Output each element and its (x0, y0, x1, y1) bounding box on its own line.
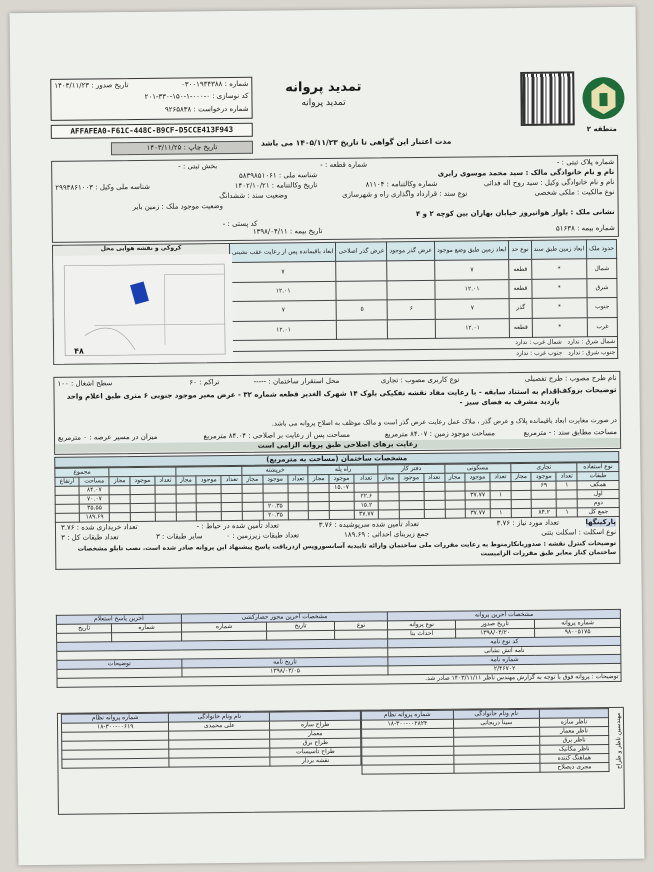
land-status: وضعیت موجود ملک : زمین بایر (132, 202, 224, 212)
issue-date: تاریخ صدور : ۱۴۰۳/۱۱/۲۳ (54, 81, 129, 90)
attorney-name: نام و نام خانوادگی وکیل : سید روح اله فدائی (483, 177, 615, 188)
hdr-remain: ابعاد باقیمانده پس از رعایت عقب نشینی (229, 242, 336, 263)
floor-row: دوم ۱۵.۲ ۲۰.۳۵ ۳۵.۵۵ (55, 498, 619, 513)
national-id: شناسه ملی : ۵۸۳۹۸۵۱۰۶۱ (238, 171, 318, 180)
hdr-road-current: عرض گذر موجود (387, 241, 435, 261)
issue-box (50, 77, 252, 121)
engineers-section: مهندسین ناظر و طراح نام ونام خانوادگی شماره پروانه نظام ناظر سازه سینا دریجانی ۱۸-۳۰۰-۰۰۲۸۲۴ ناظر معمار ناظر برق ناظر مکانیک هماهنگ کننده مجری ذیصلاح نام ونام خانوادگی شماره پروانه نظام طراح سازه علی محمدی ۱۸-۳۰۰-۰۰۶۱۹ معمار طراح برق طراح تاسیسات نقشه بردار (57, 707, 625, 815)
zone-label: منطقه ۲ (586, 124, 617, 134)
floor-row: اول ۱ ۳۷.۷۷ ۲۲.۶ ۷۰.۰۷ (55, 489, 619, 504)
owner-section (51, 155, 619, 243)
hdr-current-dim: ابعاد زمین طبق وضع موجود (434, 241, 509, 261)
notes-label: توضیحات بروکف : (553, 385, 617, 395)
plaque: شماره پلاک ثبتی : - (556, 157, 615, 167)
boundary-row: شمال * قطعه ۷ ۷ (53, 259, 617, 284)
boundary-row: شرق * قطعه ۱۲.۰۱ ۱۲.۰۱ (53, 278, 617, 303)
issue-number: شماره : ۰۳۰۰۱۹۳۴۳۸۸ (181, 79, 249, 89)
hdr-type: نوع حد (509, 240, 531, 260)
boundaries-section (52, 239, 618, 365)
attorney-national: شناسه ملی وکیل : ۲۹۹۳۸۶۱۰۰۳ (55, 182, 151, 192)
ownership-type: نوع مالکیت : ملکی شخصی (534, 187, 615, 197)
safety-row: ۲/۴۶۷۰۲ ۱۳۹۸/۰۳/۰۵ (57, 663, 621, 678)
hdr-limit: حدود ملک (587, 239, 617, 259)
title-main: تمدید پروانه (285, 79, 362, 96)
attorney-date: تاریخ وکالتنامه : ۱۴۰۲/۱۰/۲۱ (234, 181, 318, 190)
building-section: مشخصات ساختمان (مساحت به مترمربع) نوع استفاده تجاری مسکونی دفتر کار راه پله خرپشته مجموع طبقات تعداد موجود مجاز تعداد موجود مجاز تعداد موجود مجاز تعداد موجود مجاز تعداد موجود مجاز تعداد موجود مجاز تعداد موجود مجاز مساحت ارتفاع همکف ۱ ۶۹ ۱۵.۰۷ ۸۴.۰۷ اول ۱ ۳۷.۷۷ ۲۲.۶ ۷۰.۰۷ دوم ۱۵.۲ ۲۰.۳۵ ۳۵.۵۵ جمع کل ۱ ۸۴.۲ ۱ ۳۷.۷۷ ۳۷.۷۷ ۲۰.۳۵ ۱۸۹.۶۹ پارکینگها تعداد مورد نیاز : ۳.۷۶ تعداد تأمین شده سرپوشیده : ۳.۷۶ تعداد تأمین شده در حیاط : - تعداد خریداری شده : ۳.۷۶ نوع اسکلت : اسکلت بتنی جمع زیربنای احداثی : ۱۸۹.۶۹ تعداد طبقات زیرزمین : ۰ سایر طبقات : ۳ تعداد طبقات کل : ۳ توضیحات کنترل نقشه : صدوریانکارمنوط به رعایت مقررات ملی ساختمان وارائه تاییدیه آسانسوروپس ازدریافت پاسخ پیشنهاد این پروانه صادر شده است. نصب تابلو مشخصات ساختمان کنار معابر طبق مقررات الزامیست (54, 451, 620, 570)
hash-code: AFFAFEA0-F61C-448C-B9CF-D5CCE413F943 (51, 123, 253, 139)
total-row: جمع کل ۱ ۸۴.۲ ۱ ۳۷.۷۷ ۳۷.۷۷ ۲۰.۳۵ ۱۸۹.۶۹ (55, 507, 619, 522)
license-row: ۹۸۰۰۵۱۷۵ ۱۳۹۸/۰۴/۲۰ احداث بنا (57, 627, 621, 642)
request-number: شماره درخواست : ۹۲۶۵۸۳۸ (164, 104, 249, 114)
title-sub: تمدید پروانه (301, 97, 346, 109)
block-no: شماره قطعه : - (320, 160, 368, 170)
address: نشانی ملک : بلوار هوانیروز خیابان بهاران بین کوچه ۲ و ۴ (415, 207, 615, 219)
boundary-row: غرب * قطعه ۱۲.۰۱ ۱۲.۰۱ (53, 317, 617, 342)
floor-row: همکف ۱ ۶۹ ۱۵.۰۷ ۸۴.۰۷ (55, 480, 619, 495)
doc-type: نوع سند : قرارداد واگذاری راه و شهرسازی (342, 189, 468, 199)
notes-text: اقدام به استناد سابقه - با رعایت مفاد نقشه تفکیکی بلوک ۱۴ شهرک الغدیر قطعه شماره ۳۲ - عرض معبر موجود جنوبی ۶ متری طبق اعلام واحد بازدید مشرف به فضای سبز - (66, 387, 560, 407)
hdr-road-fixed: عرض گذر اصلاحی (336, 242, 387, 262)
permit-document (10, 7, 645, 866)
renovation-code: کد نوسازی : ۰-۰۰۰-۱-۱۵۰-۳۳۰-۲۰۱ (144, 91, 249, 101)
map-label: ۴۸ (74, 346, 84, 356)
hdr-doc-dim: ابعاد زمین طبق سند (531, 240, 587, 260)
attorney-no: شماره وکالتنامه : ۸۱۱۰۴ (365, 179, 438, 189)
permits-section: مشخصات آخرین پروانه مشخصات آخرین مجوز حصارکشی آخرین پاسخ استعلام شماره پروانه تاریخ صدور نوع پروانه نوع تاریخ شماره شماره تاریخ ۹۸۰۰۵۱۷۵ ۱۳۹۸/۰۴/۲۰ احداث بنا کد نوع نامه نامه آتش نشانی شماره نامه تاریخ نامه توضیحات ۲/۴۶۷۰۲ ۱۳۹۸/۰۳/۰۵ توضیحات : پروانه فوق با توجه به گزارش مهندس ناظر ۱۴۰۳/۱۱/۱۱ صادر شد. (56, 609, 622, 688)
plan-section: نام طرح مصوب : طرح تفصیلی نوع کاربری مصوب : تجاری محل استقرار ساختمان : ----- تراکم : ۶۰ سطح اشغال : ۱۰۰ توضیحات بروکف : اقدام به استناد سابقه - با رعایت مفاد نقشه تفکیکی بلوک ۱۴ شهرک الغدیر قطعه شماره ۳۲ - عرض معبر موجود جنوبی ۶ متری طبق اعلام واحد بازدید مشرف به فضای سبز - در صورت مغایرت ابعاد باقیمانده پلاک و عرض گذر ، ملاک عمل رعایت عرض گذر است و مالک موظف به اصلاح پروانه می باشد. مساحت مطابق سند : - مترمربع مساحت موجود زمین : ۸۴.۰۷ مترمربع مساحت پس از رعایت بر اصلاحی : ۸۴.۰۴ مترمربع میزان در مسیر عرصه : ۰ مترمربع رعایت برهای اصلاحی طبق پروانه الزامی است (53, 371, 621, 455)
insurance-date: تاریخ بیمه : ۱۳۹۸/۰۴/۱۱ (252, 227, 323, 236)
doc-status: وضعیت سند : ششدانگ (219, 191, 288, 201)
aerial-map: کروکی و نقشه هوایی محل ۴۸ (52, 244, 230, 365)
boundary-row: جنوب * گذر ۷ ۶ ۵ ۷ (53, 298, 617, 323)
validity-text: مدت اعتبار این گواهی تا تاریخ ۱۴۰۵/۱۱/۲۳ می باشد (260, 136, 452, 148)
postal-code: کد پستی : - (222, 219, 258, 229)
boundaries-table: حدود ملک ابعاد زمین طبق سند نوع حد ابعاد زمین طبق وضع موجود عرض گذر موجود عرض گذر اصلاحی ابعاد باقیمانده پس از رعایت عقب نشینی کروکی و نقشه هوایی محل ۴۸ شمال * قطعه ۷ ۷ شرق * قطعه ۱۲.۰۱ ۱۲.۰۱ جنوب * گذر ۷ ۶ ۵ ۷ غرب * قطعه ۱۲.۰۱ ۱۲.۰۱ شمال شرق : ندارد شمال غرب : ندارد جنوب شرق : ندارد جنوب غرب : ندارد (52, 239, 618, 365)
insurance-no: شماره بیمه : ۵۱۶۳۸ (555, 223, 615, 233)
print-date-box: تاریخ چاپ : ۱۴۰۳/۱۱/۲۵ (111, 141, 253, 155)
owner-name: نام و نام خانوادگی مالک : سید محمد موسوی رابری (437, 167, 615, 178)
building-table: نوع استفاده تجاری مسکونی دفتر کار راه پله خرپشته مجموع طبقات تعداد موجود مجاز تعداد موجود مجاز تعداد موجود مجاز تعداد موجود مجاز تعداد موجود مجاز تعداد موجود مجاز تعداد موجود مجاز مساحت ارتفاع همکف ۱ ۶۹ ۱۵.۰۷ ۸۴.۰۷ اول ۱ ۳۷.۷۷ ۲۲.۶ ۷۰.۰۷ دوم ۱۵.۲ ۲۰.۳۵ ۳۵.۵۵ جمع کل ۱ ۸۴.۲ ۱ ۳۷.۷۷ ۳۷.۷۷ ۲۰.۳۵ ۱۸۹.۶۹ (54, 462, 620, 523)
section-no: بخش ثبتی : - (178, 162, 218, 171)
